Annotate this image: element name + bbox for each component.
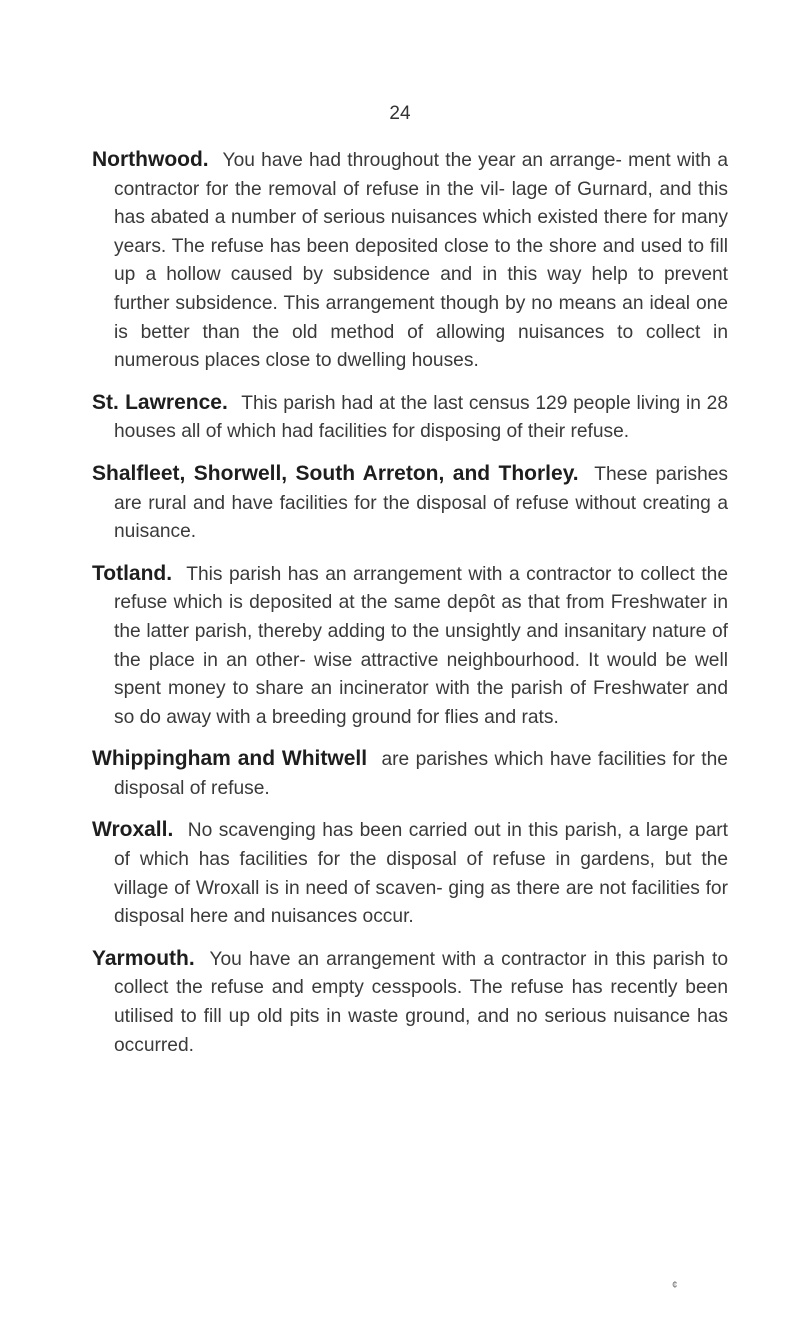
parish-entry-yarmouth	[92, 945, 728, 1060]
parish-text: You have an arrangement with a contractor in this parish to collect the refuse and empty cesspools. The refuse has recently been utilised to fill up old pits in waste ground, and no serious nuisance has occurred.	[114, 948, 728, 1056]
parish-heading: St. Lawrence.	[92, 390, 228, 414]
parish-entry-whippingham-whitwell	[92, 745, 728, 803]
parish-text: These parishes are rural and have facilities for the disposal of refuse without creating a nuisance.	[114, 463, 729, 543]
parish-heading: Whippingham and Whitwell	[92, 747, 368, 771]
stray-print-mark: ¢	[672, 1280, 678, 1291]
parish-heading: Totland.	[92, 561, 173, 585]
parish-entry-northwood	[92, 146, 728, 376]
parish-text: No scavenging has been carried out in this parish, a large part of which has facilities for the disposal of refuse in gardens, but the village of Wroxall is in need of scaven- ging as there are not facilities for disposal here and nuisances occur.	[114, 820, 728, 928]
page-number: 24	[389, 103, 411, 124]
parish-entry-totland	[92, 560, 728, 733]
parish-text: This parish had at the last census 129 people living in 28 houses all of which had facilities for disposing of their refuse.	[114, 392, 729, 443]
parish-heading: Yarmouth.	[92, 946, 195, 970]
report-body	[92, 146, 728, 1073]
parish-heading: Shalfleet, Shorwell, South Arreton, and Thorley.	[92, 461, 579, 485]
parish-entry-wroxall	[92, 816, 728, 931]
parish-text: You have had throughout the year an arrange- ment with a contractor for the removal of refuse in the vil- lage of Gurnard, and this has abated a number of serious nuisances which existed there for many years. The refuse has been deposited close to the shore and used to fill up a hollow caused by subsidence and in this way help to prevent further subsidence. This arrangement though by no means an ideal one is better than the old method of allowing nuisances to collect in numerous places close to dwelling houses.	[114, 150, 729, 372]
parish-text: This parish has an arrangement with a contractor to collect the refuse which is deposited at the same depôt as that from Freshwater in the latter parish, thereby adding to the unsightly and insanitary nature of the place in an other- wise attractive neighbourhood. It would be well spent money to share an incinerator with the parish of Freshwater and so do away with a breeding ground for flies and rats.	[114, 563, 728, 728]
parish-heading: Wroxall.	[92, 818, 174, 842]
parish-entry-st-lawrence	[92, 389, 728, 447]
parish-heading: Northwood.	[92, 148, 209, 171]
parish-text: are parishes which have facilities for the disposal of refuse.	[114, 749, 728, 799]
parish-entry-shalfleet-group	[92, 460, 728, 547]
